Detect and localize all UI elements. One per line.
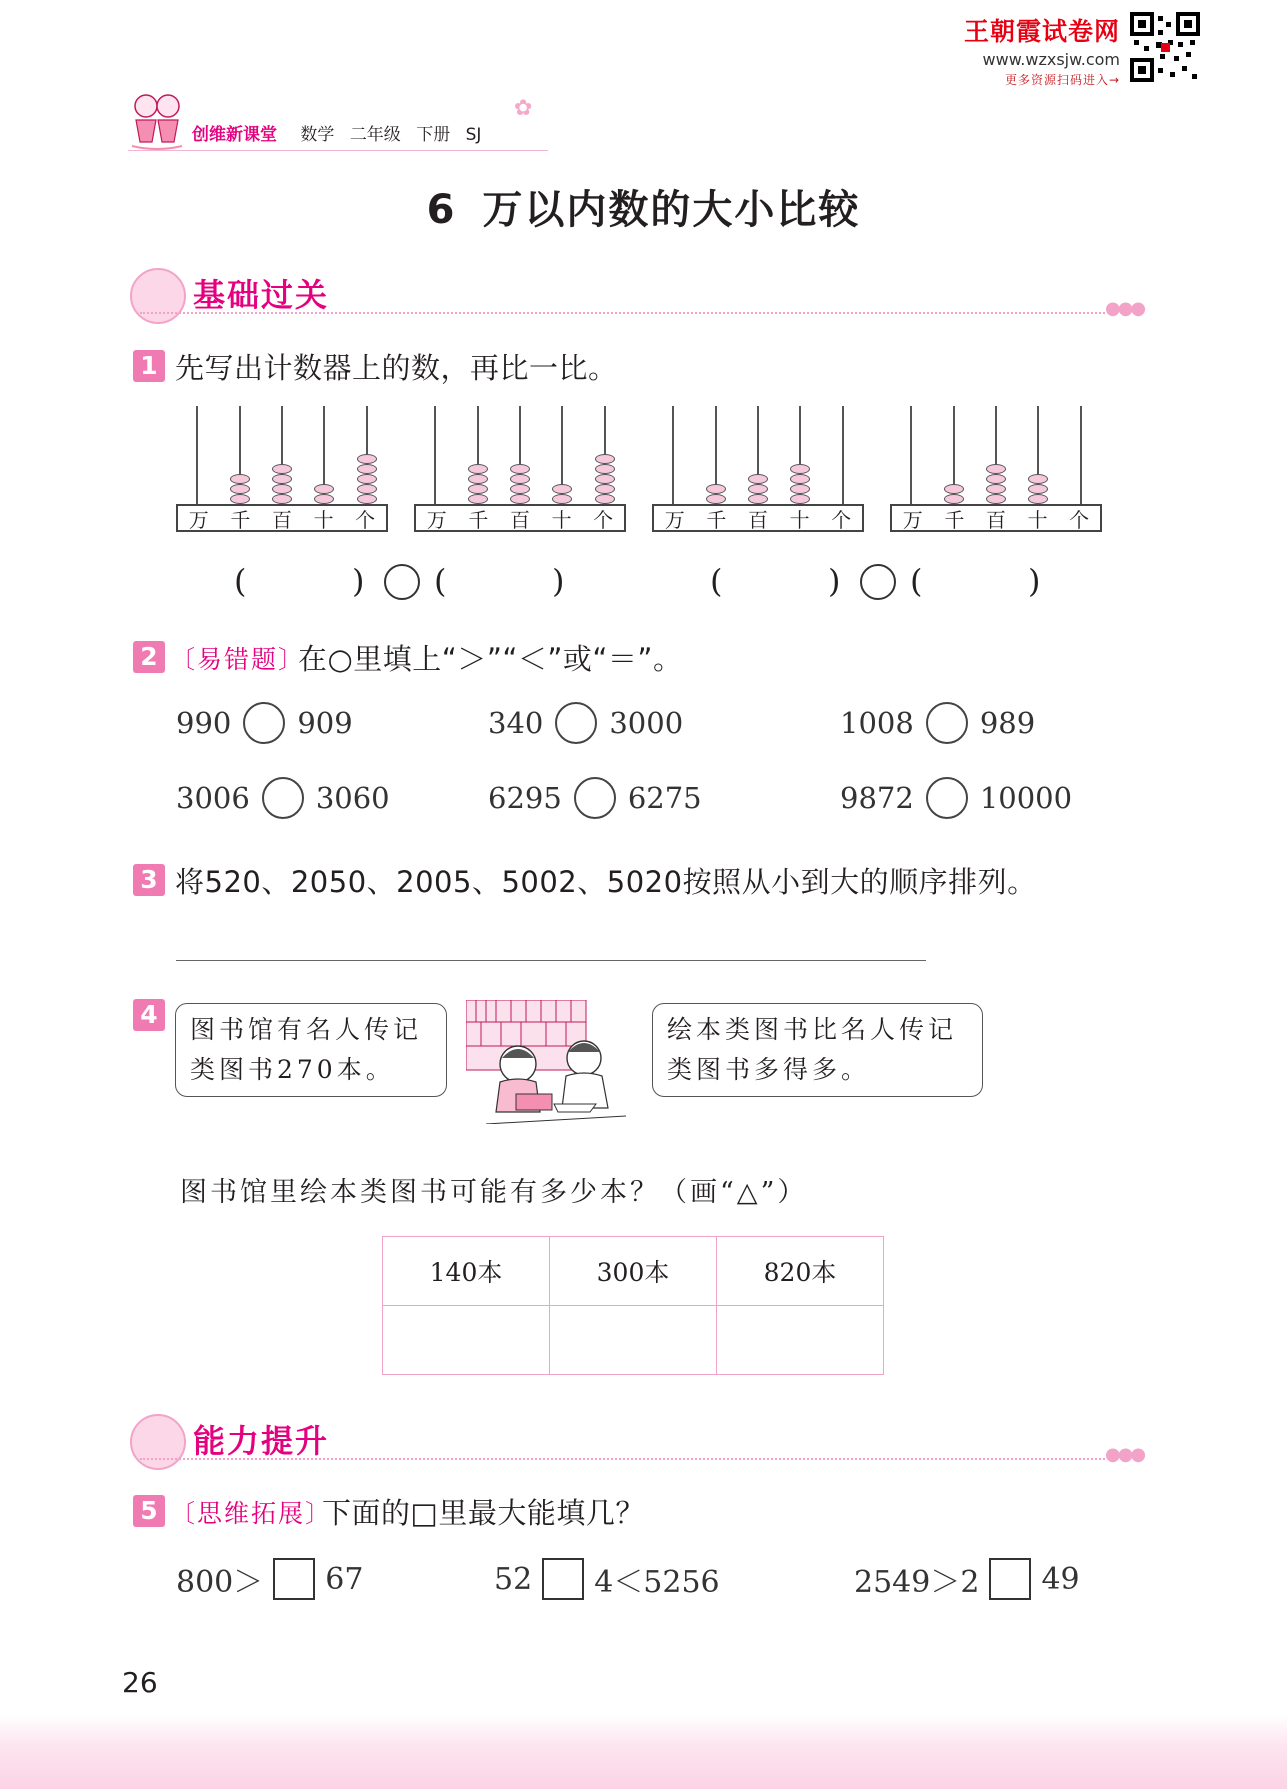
lesson-title — [0, 178, 1287, 235]
header-divider — [128, 150, 548, 151]
question-text: 将520、2050、2005、5002、5020按照从小到大的顺序排列。 — [175, 865, 1037, 899]
abacus-rod — [196, 406, 198, 504]
grade: 二年级 — [349, 125, 401, 145]
option-cell: 300本 — [550, 1237, 717, 1306]
subject: 数学 — [300, 125, 335, 145]
abacus-bead — [790, 484, 810, 494]
dots-ornament-icon: ●●● — [1105, 298, 1144, 319]
place-label: 千 — [944, 507, 965, 532]
compare-circle[interactable] — [262, 777, 304, 819]
abacus-bead — [230, 494, 250, 504]
compare-item: 1008 989 — [840, 702, 1035, 744]
abacus-bead — [510, 464, 530, 474]
abacus-rod — [1080, 406, 1082, 504]
place-label: 个 — [1069, 507, 1090, 532]
abacus-bead — [986, 464, 1006, 474]
abacus-bead — [272, 464, 292, 474]
series-name: 创维新课堂 — [192, 125, 277, 145]
abacus-bead — [986, 474, 1006, 484]
abacus-rod — [434, 406, 436, 504]
dots-ornament-icon: ●●● — [1105, 1444, 1144, 1465]
question-tag: 〔思维拓展〕 — [170, 1499, 333, 1528]
qr-code-icon — [1130, 12, 1200, 82]
paren-open: ( — [910, 562, 923, 600]
abacus-bead — [230, 484, 250, 494]
page-number: 26 — [122, 1666, 158, 1699]
paren-open: ( — [710, 562, 723, 600]
answer-cell[interactable] — [717, 1306, 884, 1375]
compare-circle[interactable] — [574, 777, 616, 819]
place-label: 百 — [747, 507, 768, 532]
abacus-rod — [842, 406, 844, 504]
abacus-bead — [595, 464, 615, 474]
abacus-rod — [672, 406, 674, 504]
abacus-base — [414, 504, 626, 532]
place-label: 千 — [706, 507, 727, 532]
compare-item: 3006 3060 — [176, 777, 390, 819]
compare-circle[interactable] — [926, 702, 968, 744]
paren-open: ( — [234, 562, 247, 600]
paren-close: ) — [828, 562, 841, 600]
fill-box[interactable] — [989, 1558, 1031, 1600]
fill-item: 800＞ 67 — [176, 1557, 363, 1601]
abacus-bead — [1028, 474, 1048, 484]
abacus-counter — [176, 406, 388, 532]
answer-cell[interactable] — [550, 1306, 717, 1375]
section-title-basic: 基础过关 — [193, 276, 330, 314]
speech-bubble-left: 图书馆有名人传记 类图书270本。 — [175, 1003, 447, 1097]
compare-item: 340 3000 — [488, 702, 683, 744]
place-label: 百 — [985, 507, 1006, 532]
option-cell: 820本 — [717, 1237, 884, 1306]
question-text: 下面的□里最大能填几？ — [322, 1496, 645, 1530]
abacus-bead — [944, 494, 964, 504]
paren-close: ) — [552, 562, 565, 600]
abacus-bead — [595, 484, 615, 494]
section-divider — [140, 312, 1105, 314]
edition: SJ — [465, 125, 482, 145]
abacus-counter — [890, 406, 1102, 532]
abacus-bead — [944, 484, 964, 494]
brand-url: www.wzxsjw.com — [982, 50, 1120, 69]
question-text: 图书馆里绘本类图书可能有多少本？（画“△”） — [180, 1177, 808, 1208]
speech-bubble-right: 绘本类图书比名人传记 类图书多得多。 — [652, 1003, 983, 1097]
compare-circle[interactable] — [384, 564, 420, 600]
place-label: 十 — [551, 507, 572, 532]
abacus-rod — [910, 406, 912, 504]
running-header — [192, 120, 491, 145]
place-label: 百 — [509, 507, 530, 532]
abacus-bead — [468, 474, 488, 484]
place-label: 万 — [188, 507, 209, 532]
abacus-bead — [748, 474, 768, 484]
lesson-title-text: 万以内数的大小比较 — [482, 187, 861, 233]
abacus-bead — [314, 494, 334, 504]
abacus-bead — [510, 494, 530, 504]
abacus-bead — [1028, 494, 1048, 504]
abacus-bead — [357, 464, 377, 474]
question-number: 3 — [133, 864, 165, 896]
abacus-bead — [790, 474, 810, 484]
abacus-bead — [468, 484, 488, 494]
place-label: 个 — [355, 507, 376, 532]
question-number: 5 — [133, 1495, 165, 1527]
girl-mascot-icon — [130, 268, 186, 324]
abacus-bead — [552, 494, 572, 504]
abacus-bead — [510, 474, 530, 484]
place-label: 百 — [271, 507, 292, 532]
abacus-base — [890, 504, 1102, 532]
place-label: 千 — [468, 507, 489, 532]
place-label: 万 — [902, 507, 923, 532]
abacus-bead — [468, 494, 488, 504]
library-children-illustration-icon — [466, 1000, 646, 1124]
abacus-base — [176, 504, 388, 532]
abacus-bead — [706, 494, 726, 504]
fill-box[interactable] — [542, 1558, 584, 1600]
abacus-base — [652, 504, 864, 532]
abacus-bead — [986, 484, 1006, 494]
question-text: 先写出计数器上的数，再比一比。 — [175, 351, 618, 385]
abacus-bead — [790, 494, 810, 504]
abacus-bead — [552, 484, 572, 494]
abacus-bead — [357, 484, 377, 494]
paren-open: ( — [434, 562, 447, 600]
brand-tagline: 更多资源扫码进入→ — [1004, 73, 1120, 87]
question-number: 4 — [133, 999, 165, 1031]
compare-circle[interactable] — [555, 702, 597, 744]
answer-cell[interactable] — [383, 1306, 550, 1375]
abacus-bead — [986, 494, 1006, 504]
question-number: 2 — [133, 641, 165, 673]
place-label: 千 — [230, 507, 251, 532]
section-divider — [140, 1458, 1105, 1460]
brand-title: 王朝霞试卷网 — [963, 17, 1120, 46]
abacus-counter — [652, 406, 864, 532]
abacus-bead — [510, 484, 530, 494]
fill-item: 2549＞2 49 — [854, 1557, 1080, 1601]
abacus-bead — [595, 494, 615, 504]
paren-close: ) — [1028, 562, 1041, 600]
compare-item: 9872 10000 — [840, 777, 1072, 819]
monkey-mascot-icon — [130, 1414, 186, 1470]
fill-item: 52 4＜5256 — [494, 1557, 720, 1601]
abacus-bead — [357, 454, 377, 464]
abacus-bead — [272, 494, 292, 504]
question-tag: 〔易错题〕 — [170, 645, 306, 674]
abacus-bead — [595, 454, 615, 464]
counters-row — [176, 406, 1106, 536]
option-cell: 140本 — [383, 1237, 550, 1306]
abacus-bead — [790, 464, 810, 474]
question-number: 1 — [133, 350, 165, 382]
compare-circle[interactable] — [926, 777, 968, 819]
brand-logo — [960, 12, 1120, 88]
flower-icon: ✿ — [514, 96, 533, 121]
compare-circle[interactable] — [243, 702, 285, 744]
abacus-bead — [1028, 484, 1048, 494]
abacus-bead — [314, 484, 334, 494]
volume: 下册 — [416, 125, 451, 145]
abacus-bead — [748, 484, 768, 494]
place-label: 个 — [831, 507, 852, 532]
place-label: 万 — [426, 507, 447, 532]
abacus-bead — [357, 474, 377, 484]
answer-line[interactable] — [176, 960, 926, 961]
answer-table — [382, 1236, 884, 1375]
compare-item: 6295 6275 — [488, 777, 702, 819]
abacus-bead — [272, 484, 292, 494]
abacus-bead — [468, 464, 488, 474]
compare-item: 990 909 — [176, 702, 353, 744]
place-label: 个 — [593, 507, 614, 532]
section-title-advanced: 能力提升 — [193, 1422, 330, 1460]
question-text: 在○里填上“＞”“＜”或“＝”。 — [298, 642, 683, 676]
footer-band — [0, 1715, 1287, 1789]
fill-box[interactable] — [273, 1558, 315, 1600]
place-label: 万 — [664, 507, 685, 532]
kids-mascot-icon — [128, 90, 186, 152]
abacus-bead — [706, 484, 726, 494]
place-label: 十 — [1027, 507, 1048, 532]
abacus-counter — [414, 406, 626, 532]
abacus-bead — [748, 494, 768, 504]
lesson-number: 6 — [426, 187, 457, 233]
paren-close: ) — [352, 562, 365, 600]
abacus-bead — [595, 474, 615, 484]
abacus-bead — [230, 474, 250, 484]
compare-circle[interactable] — [860, 564, 896, 600]
abacus-bead — [272, 474, 292, 484]
place-label: 十 — [789, 507, 810, 532]
place-label: 十 — [313, 507, 334, 532]
abacus-bead — [357, 494, 377, 504]
